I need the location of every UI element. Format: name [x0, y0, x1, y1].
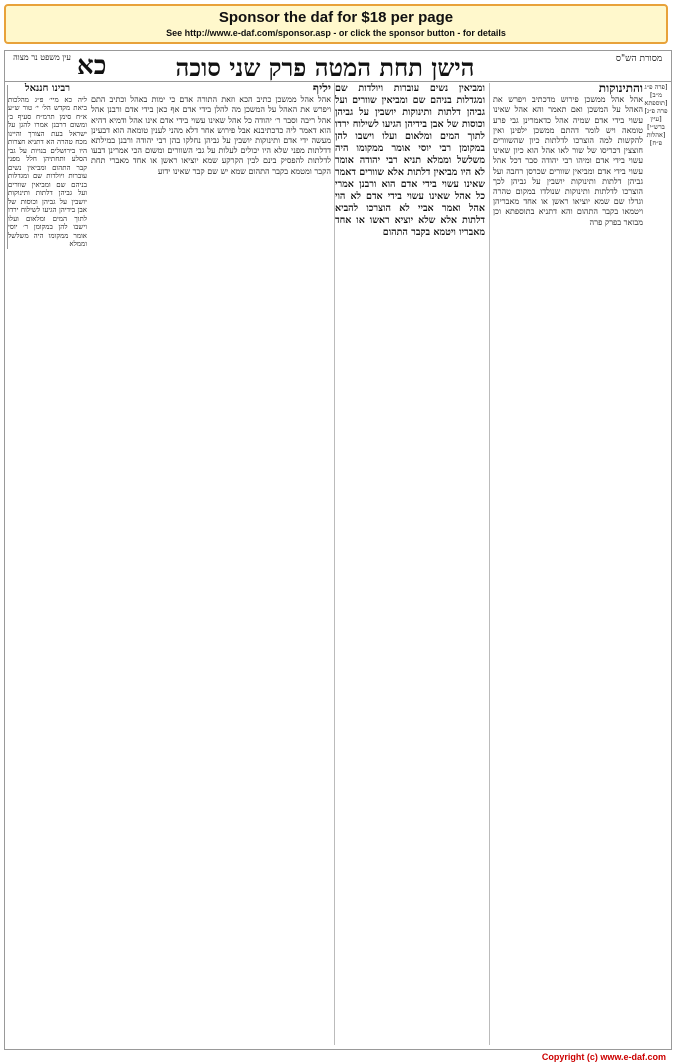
margin-text: [פרה פ״ג מ״ב] [תוספתא פרה פ״ג] [עיין ברש״י] [אהלות פ״ח]: [644, 83, 668, 147]
rabbeinu-chananel-heading: רבינו חננאל: [24, 83, 71, 94]
rashi-column: [91, 83, 335, 1045]
rashi-text: אהל אהל ממשכן כתיב הכא וזאת התורה אדם כי ימות באהל וכתיב התם ויפרש את האהל על המשכן מה להלן בידי אדם אף כאן בידי אדם ורבנן אהל אהל ריבה וסבר ר׳ יהודה כל אהל שאינו עשוי בידי אדם אינו אהל ודמיא דהיא הוא דאמר ליה כדכתיבנא אבל פירוש אחר דלא מהני לענין טומאה הוא דבעינן מעשה ידי אדם ותינוקות יושבין על גביהן נחלקו בהן רבי יהודה ורבנן במילתא דדלתות מפני שלא היו יכולים לעלות על גבי השוורים ומשום הכי אמרינן דבעו לדלתות להפסיק בינם לבין הקרקע שמא יוציאו ראשן או אחד מאברי תחת הקבר ומטמא בקבר התהום שמא יש שם קבר שאינו ידוע: [91, 95, 331, 176]
tosafot-text: אהל אהל ממשכן פירוש מדכתיב ויפרש את האהל על המשכן ואם תאמר והא אהל שאינו עשוי בידי אדם שמיה אהל כדאמרינן גבי פרע טומאה ויש לומר דהתם ממשכן ילפינן ואין להקשות למה הוצרכו לדלתות כיון שהשוורים חוצצין דכריסו של שור לאו אהל הוא כיון שאינו עשוי בידי אדם ומיהו רבי יהודה סבר דכל אהל עשוי בידי אדם ומביאין שוורים שכרסן רחבה ועל גביהן דלתות ותינוקות יושבין על גביהן לכך הוצרכו לדלתות ותינוקות שנולדו במקום טהרה וגדלו שם שמא יוציאו ראשן או אחד מאבריהן ויטמאו בקבר התהום והא דתניא בתוספתא וכן מבואר בפרק פרה: [493, 95, 643, 227]
sponsor-subtitle: See http://www.e-daf.com/sponsor.asp - or click the sponsor button - for details: [166, 28, 506, 38]
masoret-heading: מסורת הש"ס: [615, 54, 663, 64]
rashi-heading: יליף: [312, 83, 331, 95]
sponsor-title[interactable]: Sponsor the daf for $18 per page: [218, 9, 454, 26]
copyright-notice: Copyright (c) www.e-daf.com: [541, 1052, 666, 1062]
gemara-column: [335, 83, 485, 1045]
gemara-text: ומביאין נשים עוברות ויולדות שם ומגדלות בניהם שם ומביאין שוורים ועל גביהן דלתות ותינוקות יושבין על גביהן וכוסות של אבן בידיהן הגיעו לשילוח ירדו לתוך המים ומלאום ועלו וישבו להן במקומן רבי יוסי אומר ממקומו היה משלשל וממלא תניא רבי יהודה אומר לא היו מביאין דלתות אלא שוורים דאמר שאינו עשוי בידי אדם הוא ורבנן אמרי כל אהל שאינו עשוי בידי אדם לא הוי אהל ואמר אביי לא הוצרכו להביא דלתות אלא שלא יוציא ראשו או אחד מאבריו ויטמא בקבר התהום: [335, 83, 485, 238]
talmud-page: [4, 50, 672, 1050]
tosafot-column: [489, 83, 643, 1045]
rabbeinu-chananel-text: ליה כא מיי׳ פ״ג מהלכות ביאת מקדש הל׳ י׳ טור ש״ע א״ח סימן תרמ״ח סעיף ב׳ ומשום דרבנן אמרו להגן על ישראל בעת הצורך והיינו מכח טהרה הא דתניא חצרות היו בירושלים בנויות על גבי הסלע ותחתיהן חלל מפני קבר התהום ומביאין נשים עוברות ויולדות שם ומגדלות בניהם שם ומביאין שוורים ועל גביהן דלתות ותינוקות יושבין על גביהן וכוסות של אבן בידיהן הגיעו לשילוח ירדו לתוך המים ומלאום ועלו וישבו להן במקומן ר׳ יוסי אומר ממקומו היה משלשל וממלא: [8, 95, 87, 248]
page-title: הישן תחת המטה פרק שני סוכה: [175, 53, 475, 82]
page-header: [5, 51, 671, 82]
masoret-margin: [643, 83, 669, 1045]
sponsor-banner[interactable]: [4, 4, 668, 44]
tosafot-heading: והתינוקות: [598, 83, 643, 95]
ein-mishpat-heading: עין משפט נר מצוה: [13, 53, 71, 62]
daf-number: כא: [77, 51, 107, 81]
rabbeinu-chananel-column: [7, 83, 87, 1045]
